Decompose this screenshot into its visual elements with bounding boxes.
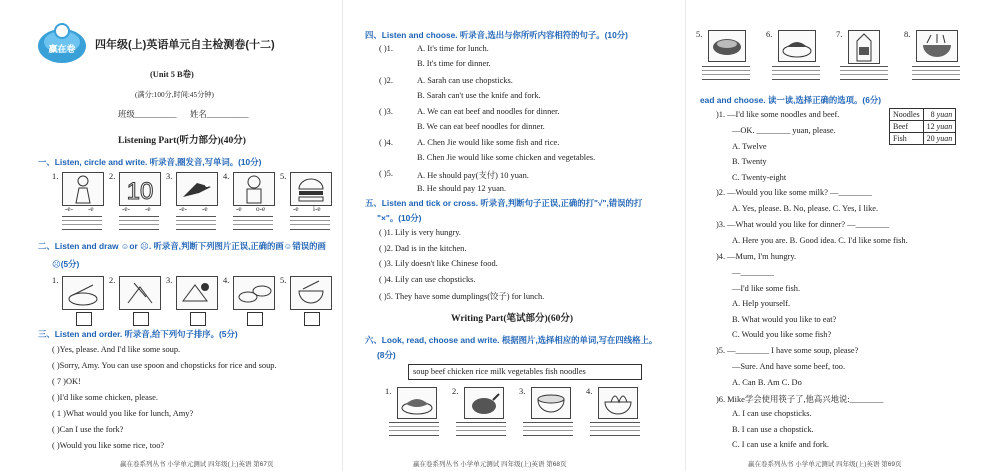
question-line: —OK. ________ yuan, please. <box>732 126 836 135</box>
tf-item <box>379 290 544 302</box>
choice-b: B. He should pay 12 yuan. <box>417 184 507 193</box>
hamburger-icon <box>291 173 331 205</box>
choice-mark[interactable]: ( )3. <box>379 107 393 116</box>
choice-mark[interactable]: ( )1. <box>379 44 393 53</box>
smile-face-icon: ☺ <box>283 241 293 251</box>
price-unit: yuan <box>936 122 953 131</box>
order-mark[interactable]: ( 7 ) <box>52 377 66 386</box>
choice-b: B. Chen Jie would like some chicken and vegetables. <box>417 153 596 162</box>
s1-option[interactable]: -e <box>293 205 299 213</box>
question-line: )6. Mike学会使用筷子了,他高兴地说:________ <box>716 395 884 404</box>
s1-picture <box>62 172 104 206</box>
s1-option[interactable]: i-e <box>313 205 321 213</box>
writing-lines[interactable] <box>772 66 820 80</box>
price-row <box>890 121 956 133</box>
price-item: Fish <box>890 133 924 145</box>
answer-box[interactable] <box>76 312 92 326</box>
smile-face-icon: ☺ <box>120 241 130 251</box>
writing-lines[interactable] <box>62 216 102 230</box>
answer-box[interactable] <box>133 312 149 326</box>
order-text: Can I use the fork? <box>59 425 124 434</box>
s1-option[interactable]: -e- <box>179 205 187 213</box>
order-text: Sorry, Amy. You can use spoon and chopsticks for rice and soup. <box>59 361 277 370</box>
order-mark[interactable]: ( ) <box>52 425 60 434</box>
s1-num: 1. <box>52 172 59 181</box>
s6-picture <box>778 30 816 62</box>
section-2-heading <box>38 240 326 252</box>
writing-lines[interactable] <box>119 216 159 230</box>
number-ten-icon <box>120 173 160 205</box>
writing-lines[interactable] <box>702 66 750 80</box>
choice-b: B. It's time for dinner. <box>417 59 491 68</box>
tf-item <box>379 275 476 284</box>
writing-lines[interactable] <box>233 216 273 230</box>
s1-num: 3. <box>166 172 173 181</box>
listening-heading: Listening Part(听力部分)(40分) <box>118 136 246 146</box>
choice-a: A. We can eat beef and noodles for dinner. <box>417 107 560 116</box>
section-5-heading: 五、Listen and tick or cross. 听录音,判断句子正误,正确的打"√",错误的打 <box>365 198 643 208</box>
cutting-food-icon <box>177 277 217 309</box>
price-row <box>890 133 956 145</box>
choice-a: A. He should pay(支付) 10 yuan. <box>417 171 529 180</box>
milk-carton-icon <box>849 31 879 63</box>
writing-lines[interactable] <box>290 216 330 230</box>
option-line[interactable]: A. Yes, please. B. No, please. C. Yes, I like. <box>732 204 879 213</box>
page-68 <box>345 0 670 471</box>
s1-num: 2. <box>109 172 116 181</box>
tf-mark[interactable]: ( )3. <box>379 259 393 268</box>
s6-picture <box>464 387 504 419</box>
section-2-text: 二、Listen and draw <box>38 241 119 251</box>
writing-lines[interactable] <box>389 422 439 436</box>
s6-num: 6. <box>766 30 773 39</box>
page-footer: 赢在卷系列丛书 小学单元测试 四年级(上)英语 第68页 <box>413 461 567 468</box>
dishes-icon <box>234 277 274 309</box>
tf-item <box>379 228 461 237</box>
writing-lines[interactable] <box>523 422 573 436</box>
noodles-icon <box>599 388 637 418</box>
order-text: OK! <box>65 377 81 386</box>
s2-picture <box>290 276 332 310</box>
order-item <box>52 345 180 354</box>
s1-num: 4. <box>223 172 230 181</box>
s2-picture <box>119 276 161 310</box>
section-3-heading: 三、Listen and order. 听录音,给下列句子排序。(5分) <box>38 329 238 339</box>
option-line[interactable]: C. Would you like some fish? <box>732 330 832 339</box>
choice-a: A. Chen Jie would like some fish and rice. <box>417 138 560 147</box>
bowl-food-icon <box>291 277 331 309</box>
writing-lines[interactable] <box>590 422 640 436</box>
soup-bowl-icon <box>709 31 745 61</box>
option-line[interactable]: A. Twelve <box>732 142 767 151</box>
question-line: —I'd like some fish. <box>732 284 801 293</box>
s6-picture <box>531 387 571 419</box>
order-mark[interactable]: ( ) <box>52 441 60 450</box>
s6-picture <box>708 30 746 62</box>
tf-text: Dad is in the kitchen. <box>395 244 467 253</box>
bird-icon <box>177 173 217 205</box>
page-footer: 赢在卷系列丛书 小学单元测试 四年级(上)英语 第69页 <box>748 461 902 468</box>
price-value <box>923 121 956 133</box>
price-row <box>890 109 956 121</box>
class-field[interactable]: 班级__________ <box>118 110 177 119</box>
hands-chopsticks-icon <box>120 277 160 309</box>
option-line[interactable]: A. Here you are. B. Good idea. C. I'd like some fish. <box>732 236 908 245</box>
food-plate-icon <box>63 277 103 309</box>
s2-picture <box>176 276 218 310</box>
s1-option[interactable]: -e <box>145 205 151 213</box>
chicken-icon <box>465 388 503 418</box>
order-item <box>52 361 277 370</box>
option-line[interactable]: C. Twenty-eight <box>732 173 787 182</box>
s1-picture <box>233 172 275 206</box>
page-67 <box>0 0 340 471</box>
price-table <box>889 108 956 145</box>
answer-box[interactable] <box>247 312 263 326</box>
question-line: )5. —________ I have some soup, please? <box>716 346 859 355</box>
writing-lines[interactable] <box>840 66 888 80</box>
section-2-or: or <box>129 241 138 251</box>
price-value <box>923 133 956 145</box>
question-line: )3. —What would you like for dinner? —________ <box>716 220 890 229</box>
s2-picture <box>62 276 104 310</box>
s1-picture <box>290 172 332 206</box>
tf-mark[interactable]: ( )1. <box>379 228 393 237</box>
s2-picture <box>233 276 275 310</box>
s1-option[interactable]: -e- <box>65 205 73 213</box>
s6-num: 2. <box>452 387 459 396</box>
section-1-heading: 一、Listen, circle and write. 听录音,圈发音,写单词。(10分) <box>38 157 262 167</box>
section-2-score: (5分) <box>60 259 80 269</box>
writing-lines[interactable] <box>912 66 960 80</box>
tf-text: Lily is very hungry. <box>395 228 462 237</box>
s2-num: 2. <box>109 276 116 285</box>
order-mark[interactable]: ( ) <box>52 345 60 354</box>
s1-option[interactable]: o-e <box>256 205 266 213</box>
tf-item <box>379 259 498 268</box>
question-line: )1. —I'd like some noodles and beef. <box>716 110 840 119</box>
beef-plate-icon <box>779 31 815 61</box>
option-line[interactable]: C. I can use a knife and fork. <box>732 440 829 449</box>
question-line: )2. —Would you like some milk? —________ <box>716 188 872 197</box>
svg-text:10: 10 <box>126 178 154 205</box>
order-text: Yes, please. And I'd like some soup. <box>59 345 181 354</box>
order-item <box>52 393 158 402</box>
tf-text: They have some dumplings(饺子) for lunch. <box>394 292 545 301</box>
choice-a: A. It's time for lunch. <box>417 44 489 53</box>
vegetables-bowl-icon <box>917 31 957 61</box>
question-line: —________ <box>732 268 774 277</box>
order-text: What would you like for lunch, Amy? <box>65 409 194 418</box>
section-5-heading-2: "×"。(10分) <box>377 213 422 223</box>
s6-num: 3. <box>519 387 526 396</box>
s6-num: 4. <box>586 387 593 396</box>
choice-mark[interactable]: ( )2. <box>379 76 393 85</box>
s2-num: 1. <box>52 276 59 285</box>
question-line: )4. —Mum, I'm hungry. <box>716 252 797 261</box>
tf-mark[interactable]: ( )5. <box>379 292 393 301</box>
price-number: 8 <box>930 110 935 119</box>
order-mark[interactable]: ( 1 ) <box>52 409 66 418</box>
s2-num: 3. <box>166 276 173 285</box>
sad-face-icon: ☹ <box>140 241 149 251</box>
choice-mark[interactable]: ( )5. <box>379 169 393 178</box>
boy-icon <box>234 173 274 205</box>
price-unit: yuan <box>936 110 953 119</box>
s6-picture <box>397 387 437 419</box>
choice-b: B. Sarah can't use the knife and fork. <box>417 91 541 100</box>
sad-face-icon: ☹ <box>52 259 61 269</box>
s6-picture <box>598 387 638 419</box>
order-mark[interactable]: ( ) <box>52 393 60 402</box>
section-6-points: (8分) <box>377 350 396 360</box>
girl-icon <box>63 173 103 205</box>
section-4-heading: 四、Listen and choose. 听录音,选出与你所听内容相符的句子。(10分) <box>365 30 628 40</box>
s2-num: 4. <box>223 276 230 285</box>
section-2-points <box>52 258 79 270</box>
tf-mark[interactable]: ( )2. <box>379 244 393 253</box>
option-line[interactable]: A. I can use chopsticks. <box>732 409 812 418</box>
page-divider <box>342 0 343 471</box>
choice-mark[interactable]: ( )4. <box>379 138 393 147</box>
price-number: 12 <box>926 122 935 131</box>
score-time-label: (满分:100分,时间:45分钟) <box>135 91 214 99</box>
option-line[interactable]: B. What would you like to eat? <box>732 315 837 324</box>
writing-lines[interactable] <box>456 422 506 436</box>
choice-a: A. Sarah can use chopsticks. <box>417 76 513 85</box>
order-item <box>52 441 164 450</box>
order-text: Would you like some rice, too? <box>59 441 165 450</box>
order-item <box>52 377 81 386</box>
page-title: 四年级(上)英语单元自主检测卷(十二) <box>95 39 275 51</box>
s6-picture <box>848 30 880 64</box>
page-divider <box>685 0 686 471</box>
option-line[interactable]: A. Can B. Am C. Do <box>732 378 802 387</box>
price-number: 20 <box>926 134 935 143</box>
page-69 <box>690 0 1000 471</box>
svg-text:赢在卷: 赢在卷 <box>48 44 76 54</box>
tf-mark[interactable]: ( )4. <box>379 275 393 284</box>
question-line: —Sure. And have some beef, too. <box>732 362 846 371</box>
s2-num: 5. <box>280 276 287 285</box>
page-footer: 赢在卷系列丛书 小学单元测试 四年级(上)英语 第67页 <box>120 461 274 468</box>
tf-text: Lily can use chopsticks. <box>395 275 476 284</box>
order-text: I'd like some chicken, please. <box>59 393 158 402</box>
order-mark[interactable]: ( ) <box>52 361 60 370</box>
section-7-heading: ead and choose. 读一读,选择正确的选项。(6分) <box>700 95 882 105</box>
fish-plate-icon <box>398 388 436 418</box>
name-field[interactable]: 姓名__________ <box>190 110 249 119</box>
price-unit: yuan <box>936 134 953 143</box>
s6-num: 5. <box>696 30 703 39</box>
writing-lines[interactable] <box>176 216 216 230</box>
order-item <box>52 425 123 434</box>
s1-option[interactable]: -e- <box>122 205 130 213</box>
s1-option[interactable]: -e <box>88 205 94 213</box>
option-line[interactable]: A. Help yourself. <box>732 299 791 308</box>
option-line[interactable]: B. Twenty <box>732 157 767 166</box>
s1-num: 5. <box>280 172 287 181</box>
s6-num: 7. <box>836 30 843 39</box>
price-item: Noodles <box>890 109 924 121</box>
s6-num: 1. <box>385 387 392 396</box>
section-6-heading: 六、Look, read, choose and write. 根据图片,选择相应的单词,写在四线格上。 <box>365 335 658 345</box>
section-2-text-2: . 听录音,判断下列图片正误,正确的画 <box>148 241 284 251</box>
option-line[interactable]: B. I can use a chopstick. <box>732 425 814 434</box>
brand-logo-icon <box>36 22 88 66</box>
section-2-text-3: 错误的画 <box>292 241 326 251</box>
word-bank-text: soup beef chicken rice milk vegetables fish noodles <box>413 367 586 376</box>
price-value <box>923 109 956 121</box>
s1-picture <box>119 172 161 206</box>
answer-box[interactable] <box>304 312 320 326</box>
s6-num: 8. <box>904 30 911 39</box>
order-item <box>52 409 193 418</box>
tf-item <box>379 244 466 253</box>
s1-picture <box>176 172 218 206</box>
price-item: Beef <box>890 121 924 133</box>
tf-text: Lily doesn't like Chinese food. <box>395 259 498 268</box>
answer-box[interactable] <box>190 312 206 326</box>
word-bank <box>408 364 642 380</box>
s1-option[interactable]: -e <box>202 205 208 213</box>
s1-option[interactable]: -e <box>236 205 242 213</box>
unit-label: (Unit 5 B卷) <box>150 70 194 79</box>
writing-heading: Writing Part(笔试部分)(60分) <box>451 314 573 324</box>
choice-b: B. We can eat beef noodles for dinner. <box>417 122 545 131</box>
rice-bowl-icon <box>532 388 570 418</box>
s6-picture <box>916 30 958 62</box>
